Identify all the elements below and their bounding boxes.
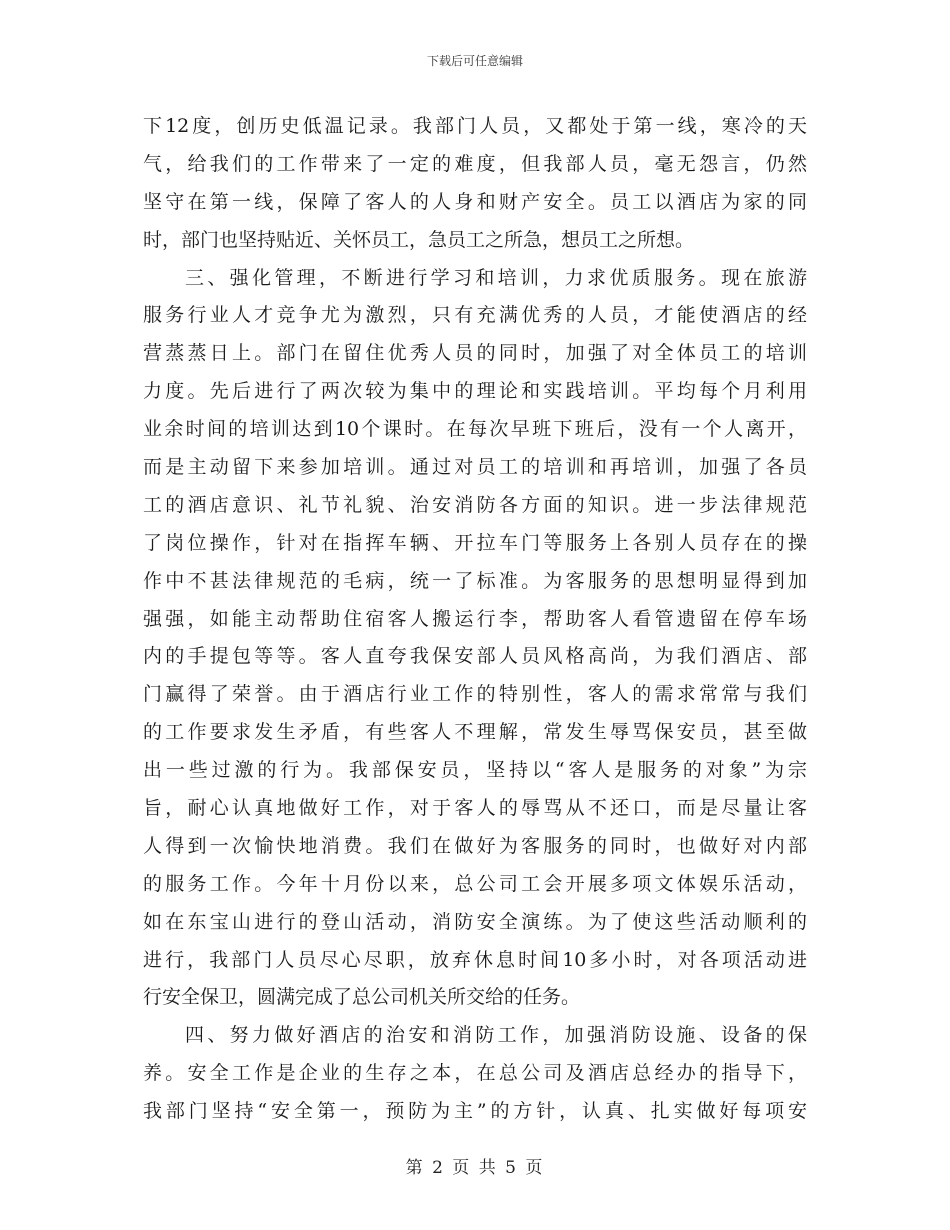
text-line: 旨，耐心认真地做好工作，对于客人的辱骂从不还口，而是尽量让客 [143,797,807,820]
paragraph-start-line: 四、努力做好酒店的治安和消防工作，加强消防设施、设备的保 [185,1024,807,1047]
page-header: 下载后可任意编辑 [426,54,523,68]
paragraph-start-line: 三、强化管理，不断进行学习和培训，力求优质服务。现在旅游 [185,266,807,289]
text-line: 工的酒店意识、礼节礼貌、治安消防各方面的知识。进一步法律规范 [143,493,807,516]
text-line: 内的手提包等等。客人直夸我保安部人员风格高尚，为我们酒店、部 [143,645,807,668]
text-line: 强强，如能主动帮助住宿客人搬运行李，帮助客人看管遗留在停车场 [143,607,807,630]
text-line: 门赢得了荣誉。由于酒店行业工作的特别性，客人的需求常常与我们 [143,683,807,706]
text-line: 下12度，创历史低温记录。我部门人员，又都处于第一线，寒冷的天 [143,115,807,137]
text-line: 出一些过激的行为。我部保安员，坚持以“客人是服务的对象”为宗 [143,759,807,782]
text-line: 了岗位操作，针对在指挥车辆、开拉车门等服务上各别人员存在的操 [143,531,807,554]
text-line: 人得到一次愉快地消费。我们在做好为客服务的同时，也做好对内部 [143,834,807,857]
text-line: 营蒸蒸日上。部门在留住优秀人员的同时，加强了对全体员工的培训 [143,342,807,365]
text-line: 作中不甚法律规范的毛病，统一了标准。为客服务的思想明显得到加 [143,569,807,592]
text-line: 我部门坚持“安全第一，预防为主”的方针，认真、扎实做好每项安 [143,1100,807,1123]
document-body [143,108,807,1131]
text-line: 气，给我们的工作带来了一定的难度，但我部人员，毫无怨言，仍然 [143,152,807,175]
text-line: 时，部门也坚持贴近、关怀员工，急员工之所急，想员工之所想。 [143,228,695,251]
page-number: 第 2 页 共 5 页 [405,1158,545,1178]
text-line: 进行，我部门人员尽心尽职，放弃休息时间10多小时，对各项活动进 [143,948,807,971]
text-line: 而是主动留下来参加培训。通过对员工的培训和再培训，加强了各员 [143,456,807,479]
text-line: 坚守在第一线，保障了客人的人身和财产安全。员工以酒店为家的同 [143,190,807,213]
text-line: 的服务工作。今年十月份以来，总公司工会开展多项文体娱乐活动， [143,872,807,895]
text-line: 的工作要求发生矛盾，有些客人不理解，常发生辱骂保安员，甚至做 [143,721,807,744]
text-line: 如在东宝山进行的登山活动，消防安全演练。为了使这些活动顺利的 [143,910,807,933]
text-line: 力度。先后进行了两次较为集中的理论和实践培训。平均每个月利用 [143,380,807,403]
text-line: 养。安全工作是企业的生存之本，在总公司及酒店总经办的指导下， [143,1062,807,1085]
text-line: 业余时间的培训达到10个课时。在每次早班下班后，没有一个人离开， [143,418,807,441]
text-line: 服务行业人才竞争尤为激烈，只有充满优秀的人员，才能使酒店的经 [143,304,807,327]
text-line: 行安全保卫，圆满完成了总公司机关所交给的任务。 [143,986,581,1009]
